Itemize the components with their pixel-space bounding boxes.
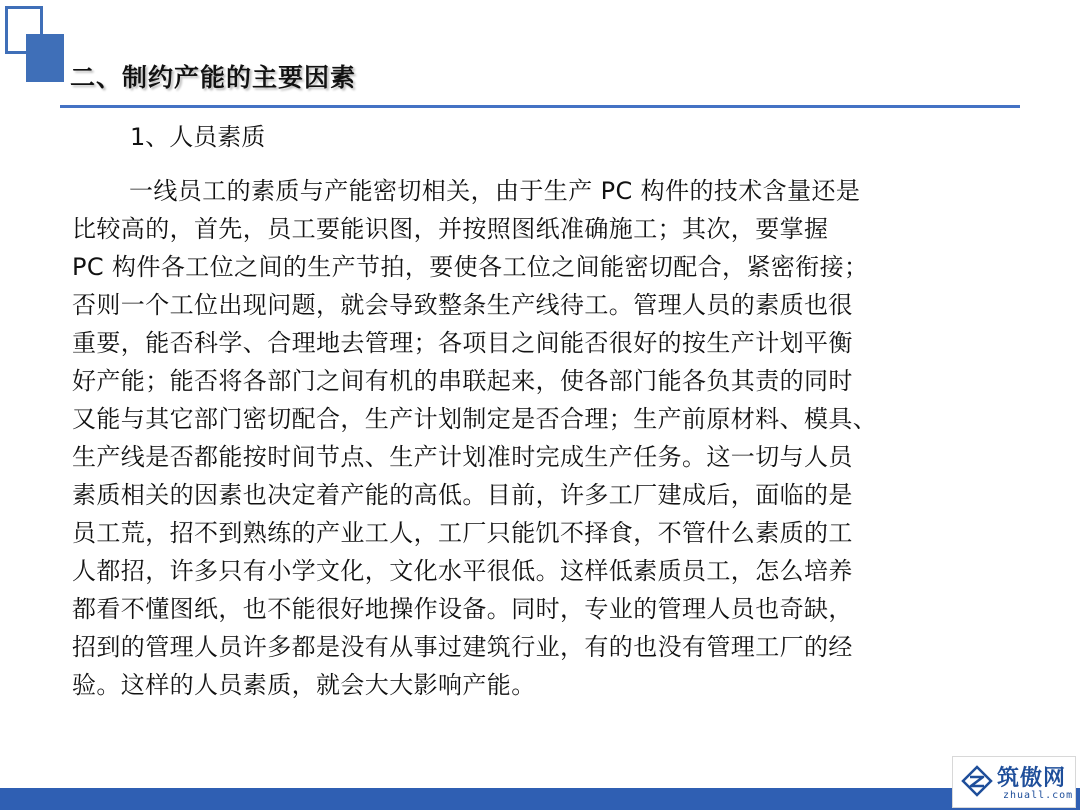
paragraph-line: 素质相关的因素也决定着产能的高低。目前，许多工厂建成后，面临的是 (72, 481, 853, 509)
paragraph-line: 员工荒，招不到熟练的产业工人，工厂只能饥不择食，不管什么素质的工 (72, 519, 853, 547)
paragraph-line: 比较高的，首先，员工要能识图，并按照图纸准确施工；其次，要掌握 (72, 215, 829, 243)
paragraph-line: PC 构件各工位之间的生产节拍，要使各工位之间能密切配合，紧密衔接； (72, 253, 869, 281)
zhuao-logo-icon (961, 765, 993, 797)
paragraph-line: 都看不懂图纸，也不能很好地操作设备。同时，专业的管理人员也奇缺， (72, 595, 853, 623)
paragraph-line: 好产能；能否将各部门之间有机的串联起来，使各部门能各负其责的同时 (72, 367, 853, 395)
paragraph-line: 招到的管理人员许多都是没有从事过建筑行业，有的也没有管理工厂的经 (72, 633, 853, 661)
paragraph-line: 又能与其它部门密切配合，生产计划制定是否合理；生产前原材料、模具、 (72, 405, 878, 433)
paragraph-line: 重要，能否科学、合理地去管理；各项目之间能否很好的按生产计划平衡 (72, 329, 853, 357)
body-paragraph (72, 172, 1022, 704)
paragraph-line: 生产线是否都能按时间节点、生产计划准时完成生产任务。这一切与人员 (72, 443, 853, 471)
paragraph-line: 否则一个工位出现问题，就会导致整条生产线待工。管理人员的素质也很 (72, 291, 853, 319)
section-heading: 1、人员素质 (130, 123, 266, 151)
title-divider (60, 105, 1020, 108)
footer-bar (0, 788, 1080, 810)
paragraph-line: 人都招，许多只有小学文化，文化水平很低。这样低素质员工，怎么培养 (72, 557, 853, 585)
slide-title: 二、制约产能的主要因素 (70, 63, 357, 92)
watermark-logo (952, 756, 1076, 808)
watermark-domain: zhuall.com (1003, 790, 1074, 801)
paragraph-line: 验。这样的人员素质，就会大大影响产能。 (72, 671, 536, 699)
corner-filled-square (26, 34, 64, 82)
paragraph-line: 一线员工的素质与产能密切相关，由于生产 PC 构件的技术含量还是 (129, 177, 861, 205)
watermark-name: 筑傲网 (997, 766, 1067, 791)
